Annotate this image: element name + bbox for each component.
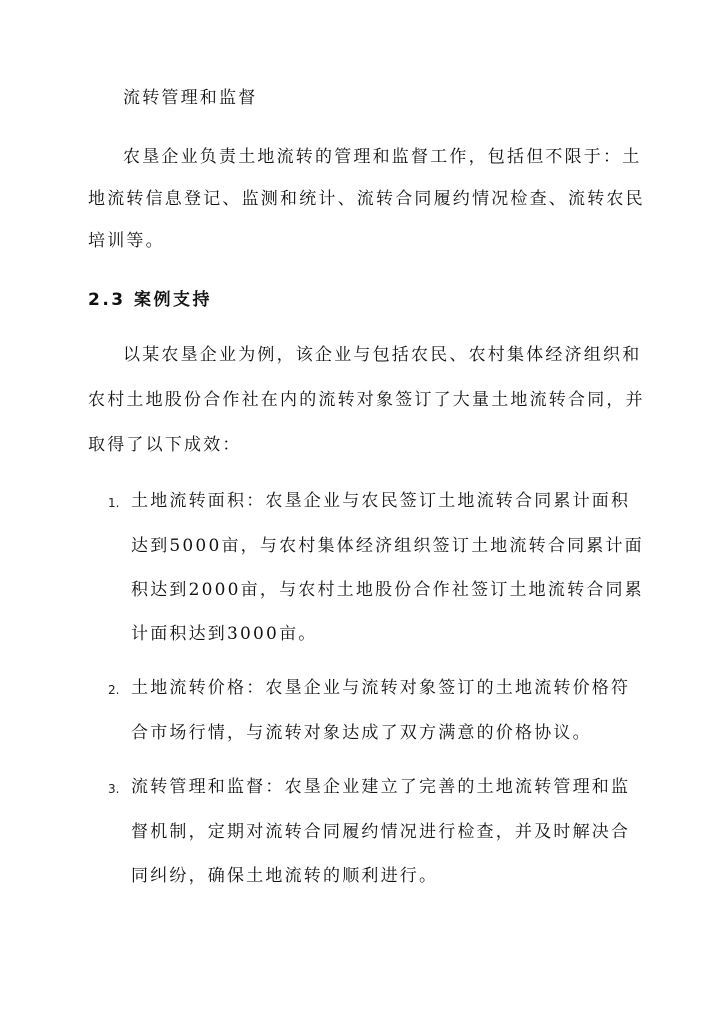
intro-line: 地流转信息登记、监测和统计、流转合同履约情况检查、流转农民: [88, 189, 645, 209]
list-item-line: 合市场行情，与流转对象达成了双方满意的价格协议。: [131, 723, 592, 743]
section-heading: 2.3 案例支持: [88, 290, 213, 310]
case-line: 以某农垦企业为例，该企业与包括农民、农村集体经济组织和: [123, 345, 642, 365]
list-number: 1.: [108, 496, 120, 510]
intro-line: 农垦企业负责土地流转的管理和监督工作，包括但不限于：土: [123, 147, 642, 167]
list-item-line: 计面积达到3000亩。: [131, 624, 318, 644]
list-item-line: 流转管理和监督：农垦企业建立了完善的土地流转管理和监: [131, 777, 631, 797]
subtitle: 流转管理和监督: [123, 88, 258, 108]
list-item-line: 督机制，定期对流转合同履约情况进行检查，并及时解决合: [131, 822, 631, 842]
list-item-line: 同纠纷，确保土地流转的顺利进行。: [131, 866, 439, 886]
list-item-line: 土地流转价格：农垦企业与流转对象签订的土地流转价格符: [131, 678, 631, 698]
list-item-line: 达到5000亩，与农村集体经济组织签订土地流转合同累计面: [131, 536, 644, 556]
list-number: 3.: [108, 782, 120, 796]
case-line: 取得了以下成效：: [88, 435, 242, 455]
list-number: 2.: [108, 683, 120, 697]
case-line: 农村土地股份合作社在内的流转对象签订了大量土地流转合同，并: [88, 390, 645, 410]
list-item-line: 积达到2000亩，与农村土地股份合作社签订土地流转合同累: [131, 580, 644, 600]
list-item-line: 土地流转面积：农垦企业与农民签订土地流转合同累计面积: [131, 491, 631, 511]
intro-line: 培训等。: [88, 231, 165, 251]
